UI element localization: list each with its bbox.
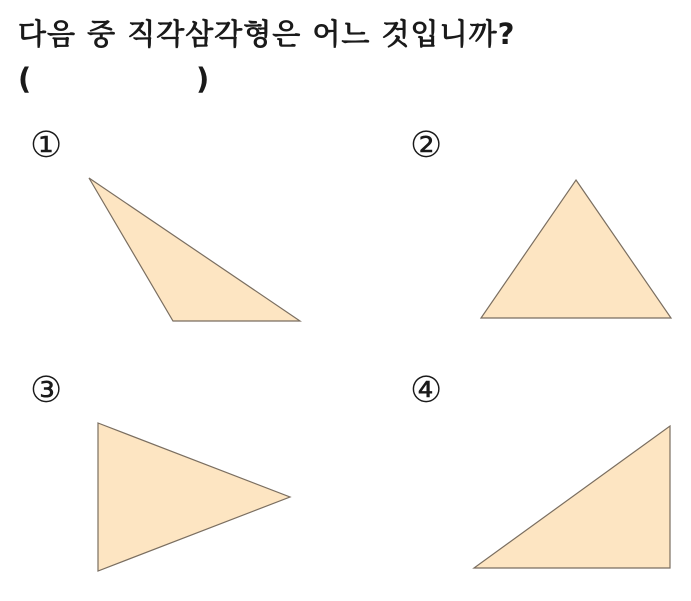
answer-paren-close: )	[196, 62, 210, 96]
answer-paren-open: (	[18, 62, 32, 96]
choice-3-triangle[interactable]	[98, 423, 290, 571]
choice-2-triangle[interactable]	[481, 180, 671, 318]
choice-1-number[interactable]: ①	[30, 125, 63, 166]
choice-2-number[interactable]: ②	[410, 125, 443, 166]
choice-4-triangle[interactable]	[474, 426, 670, 568]
choice-1-triangle[interactable]	[89, 178, 300, 321]
choice-3-number[interactable]: ③	[30, 370, 63, 411]
choice-4-number[interactable]: ④	[410, 370, 443, 411]
question-text: 다음 중 직각삼각형은 어느 것입니까?	[18, 17, 516, 51]
